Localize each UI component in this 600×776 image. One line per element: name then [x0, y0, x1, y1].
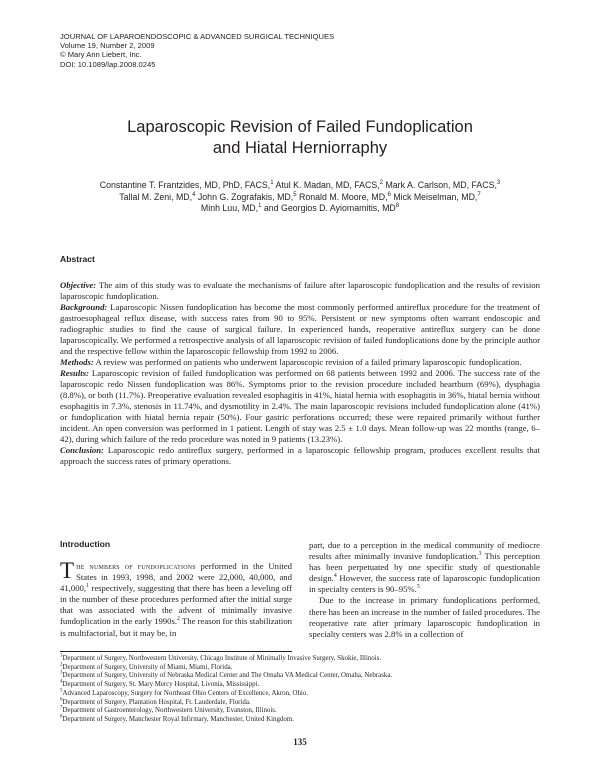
intro-text: part, due to a perception in the medical community of mediocre results after minimally invasive fundoplication.: [309, 540, 540, 562]
intro-paragraph: Due to the increase in primary fundoplications performed, there has been an increase in the number of failed procedures. The reoperative rate after primary laparoscopic fundoplication in specialty centers was 2.8% in a collection of: [309, 595, 540, 639]
author-name: Minh Luu, MD,: [200, 203, 259, 214]
abstract-objective: [60, 280, 540, 302]
title-line-1: Laparoscopic Revision of Failed Fundoplication: [127, 118, 473, 136]
doi: DOI: 10.1089/lap.2008.0245: [60, 59, 156, 69]
citation: 3: [478, 551, 482, 558]
abstract-label: Objective:: [60, 280, 97, 290]
affiliation-footnotes: [60, 655, 540, 725]
author-list: [60, 180, 540, 215]
volume-info: Volume 19, Number 2, 2009: [60, 41, 155, 51]
intro-paragraph: [309, 540, 540, 595]
footnote-number: 3: [60, 671, 63, 677]
abstract-conclusion: [60, 445, 540, 467]
author-affiliation-marker: 6: [387, 191, 391, 198]
footnote-number: 1: [60, 653, 63, 659]
footnote: [60, 707, 540, 716]
drop-cap: T: [60, 558, 75, 583]
author-name: and Georgios D. Ayiomamitis, MD: [263, 203, 396, 214]
footnote: [60, 681, 540, 690]
author-name: Mick Meiselman, MD,: [393, 191, 478, 202]
intro-text: performed in the United States in 1993, 1998, and 2002 were 22,000, 40,000, and 41,000,: [60, 561, 292, 594]
abstract-label: Results:: [60, 368, 89, 378]
footnote-divider: [60, 651, 292, 652]
footnote-number: 6: [60, 697, 63, 703]
footnote: [60, 716, 540, 725]
intro-text: This perception has been perpetuated by one specific study of questionable design.: [309, 551, 540, 584]
journal-masthead: [60, 32, 334, 69]
footnote-text: Department of Surgery, University of Nebraska Medical Center and The Omaha VA Medical Center, Omaha, Nebraska.: [62, 672, 393, 680]
author-affiliation-marker: 5: [293, 191, 297, 198]
abstract-body: [60, 280, 540, 467]
footnote-text: Department of Surgery, Manchester Royal Infirmary, Manchester, United Kingdom.: [62, 715, 294, 723]
author-affiliation-marker: 8: [395, 203, 400, 210]
abstract-text: A review was performed on patients who underwent laparoscopic revision of a failed primary laparoscopic fundoplication.: [95, 357, 522, 367]
intro-paragraph: [60, 558, 293, 639]
citation: 4: [333, 573, 337, 580]
author-affiliation-marker: 1: [258, 203, 262, 210]
intro-smallcaps: he numbers of fundoplications: [76, 561, 196, 571]
author-name: Constantine T. Frantzides, MD, PhD, FACS,: [99, 180, 271, 190]
footnote-number: 8: [60, 714, 63, 720]
footnote: [60, 672, 540, 681]
copyright-notice: © Mary Ann Liebert, Inc.: [60, 50, 142, 60]
abstract-label: Conclusion:: [60, 445, 104, 455]
author-name: Tallal M. Zeni, MD,: [119, 191, 193, 202]
citation: 2: [177, 616, 180, 623]
citation: 5: [416, 584, 420, 591]
footnote-text: Department of Surgery, Plantation Hospital, Ft. Lauderdale, Florida.: [62, 698, 251, 706]
introduction-heading: Introduction: [60, 539, 111, 549]
footnote: [60, 699, 540, 708]
author-name: John G. Zografakis, MD,: [197, 191, 294, 202]
footnote-number: 2: [60, 662, 63, 668]
footnote-number: 7: [60, 705, 63, 711]
footnote-text: Department of Surgery, St. Mary Mercy Hospital, Livonia, Mississippi.: [62, 681, 260, 689]
abstract-methods: [60, 357, 540, 368]
author-affiliation-marker: 2: [379, 180, 383, 187]
footnote-number: 5: [60, 688, 63, 694]
article-title: [60, 117, 540, 159]
abstract-text: The aim of this study was to evaluate the mechanisms of failure after laparoscopic fundoplication and the results of revision laparoscopic fundoplication.: [60, 280, 540, 301]
page-number: 135: [293, 737, 307, 747]
abstract-results: [60, 368, 540, 445]
journal-name: JOURNAL OF LAPAROENDOSCOPIC & ADVANCED SURGICAL TECHNIQUES: [60, 32, 335, 41]
footnote-text: Department of Surgery, University of Miami, Miami, Florida.: [62, 663, 233, 671]
author-affiliation-marker: 3: [496, 180, 501, 187]
intro-text: However, the success rate of laparoscopic fundoplication in specialty centers is 90–95%.: [309, 573, 540, 595]
abstract-label: Methods:: [60, 357, 94, 367]
intro-right-column: [309, 540, 540, 640]
author-name: Atul K. Madan, MD, FACS,: [275, 180, 380, 190]
footnote-number: 4: [60, 679, 63, 685]
intro-text: respectively, suggesting that there has been a leveling off in the number of these procedures performed after the initial surge that was associated with the advent of minimally invasive fundoplication in the early 1990s.: [60, 583, 292, 627]
author-name: Ronald M. Moore, MD,: [299, 191, 388, 202]
footnote: [60, 655, 540, 664]
author-affiliation-marker: 7: [477, 191, 481, 198]
author-name: Mark A. Carlson, MD, FACS,: [385, 180, 497, 190]
title-line-2: and Hiatal Herniorraphy: [212, 139, 388, 157]
abstract-text: Laparoscopic redo antireflux surgery, performed in a laparoscopic fellowship program, produces excellent results that approach the success rates of primary operations.: [60, 445, 541, 466]
author-affiliation-marker: 1: [270, 180, 274, 187]
footnote-text: Department of Surgery, Northwestern University, Chicago Institute of Minimally Invasive Surgery, Skokie, Illinois.: [62, 655, 382, 662]
intro-left-column: [60, 558, 293, 639]
abstract-heading: Abstract: [60, 254, 95, 264]
footnote-text: Department of Gastroenterology, Northwestern University, Evanston, Illinois.: [62, 707, 277, 715]
abstract-text: Laparoscopic revision of failed fundoplication was performed on 68 patients between 1992 and 2006. The success rate of the laparoscopic redo Nissen fundoplication was 86%. Symptoms prior to the revision procedure included heartburn (69%), dysphagia (8.8%), or both (11.7%). Preoperative evaluation revealed esophagitis in 41%, hiatal hernia with esophagitis in 36%, hiatal hernia without esophagitis in 7.3%, stenosis in 11.74%, and dysmotility in 2.4%. The main laparoscopic revisions included fundoplication alone (41%) or fundoplication with hiatal hernia repair (50%). Four gastric perforations occurred; these were repaired primarily without further incident. An open conversion was performed in 1 patient. Length of stay was 2.5 ± 1.0 days. Mean follow-up was 22 months (range, 6–42), during which failure of the redo procedure was noted in 9 patients (13.23%).: [60, 368, 540, 444]
citation: 1: [86, 583, 89, 590]
author-affiliation-marker: 4: [192, 191, 196, 198]
abstract-background: [60, 302, 540, 357]
footnote-text: Advanced Laparoscopy, Surgery for Northeast Ohio Centers of Excellence, Akron, Ohio.: [62, 689, 309, 697]
intro-text: The reason for this stabilization is multifactorial, but it may be, in: [60, 616, 293, 638]
abstract-label: Background:: [60, 302, 108, 312]
footnote: [60, 690, 540, 699]
abstract-text: Laparoscopic Nissen fundoplication has become the most commonly performed antireflux procedure for the treatment of gastroesophageal reflux disease, with success rates from 90 to 95%. Persistent or new symptoms often warrant endoscopic and radiographic studies to find the cause of surgical failure. In experienced hands, reoperative antireflux surgery can be done laparoscopically. We performed a retrospective analysis of all laparoscopic revision of failed fundoplications done by the principle author and the respective fellow within the laparoscopic fellowship from 1992 to 2006.: [60, 302, 540, 356]
